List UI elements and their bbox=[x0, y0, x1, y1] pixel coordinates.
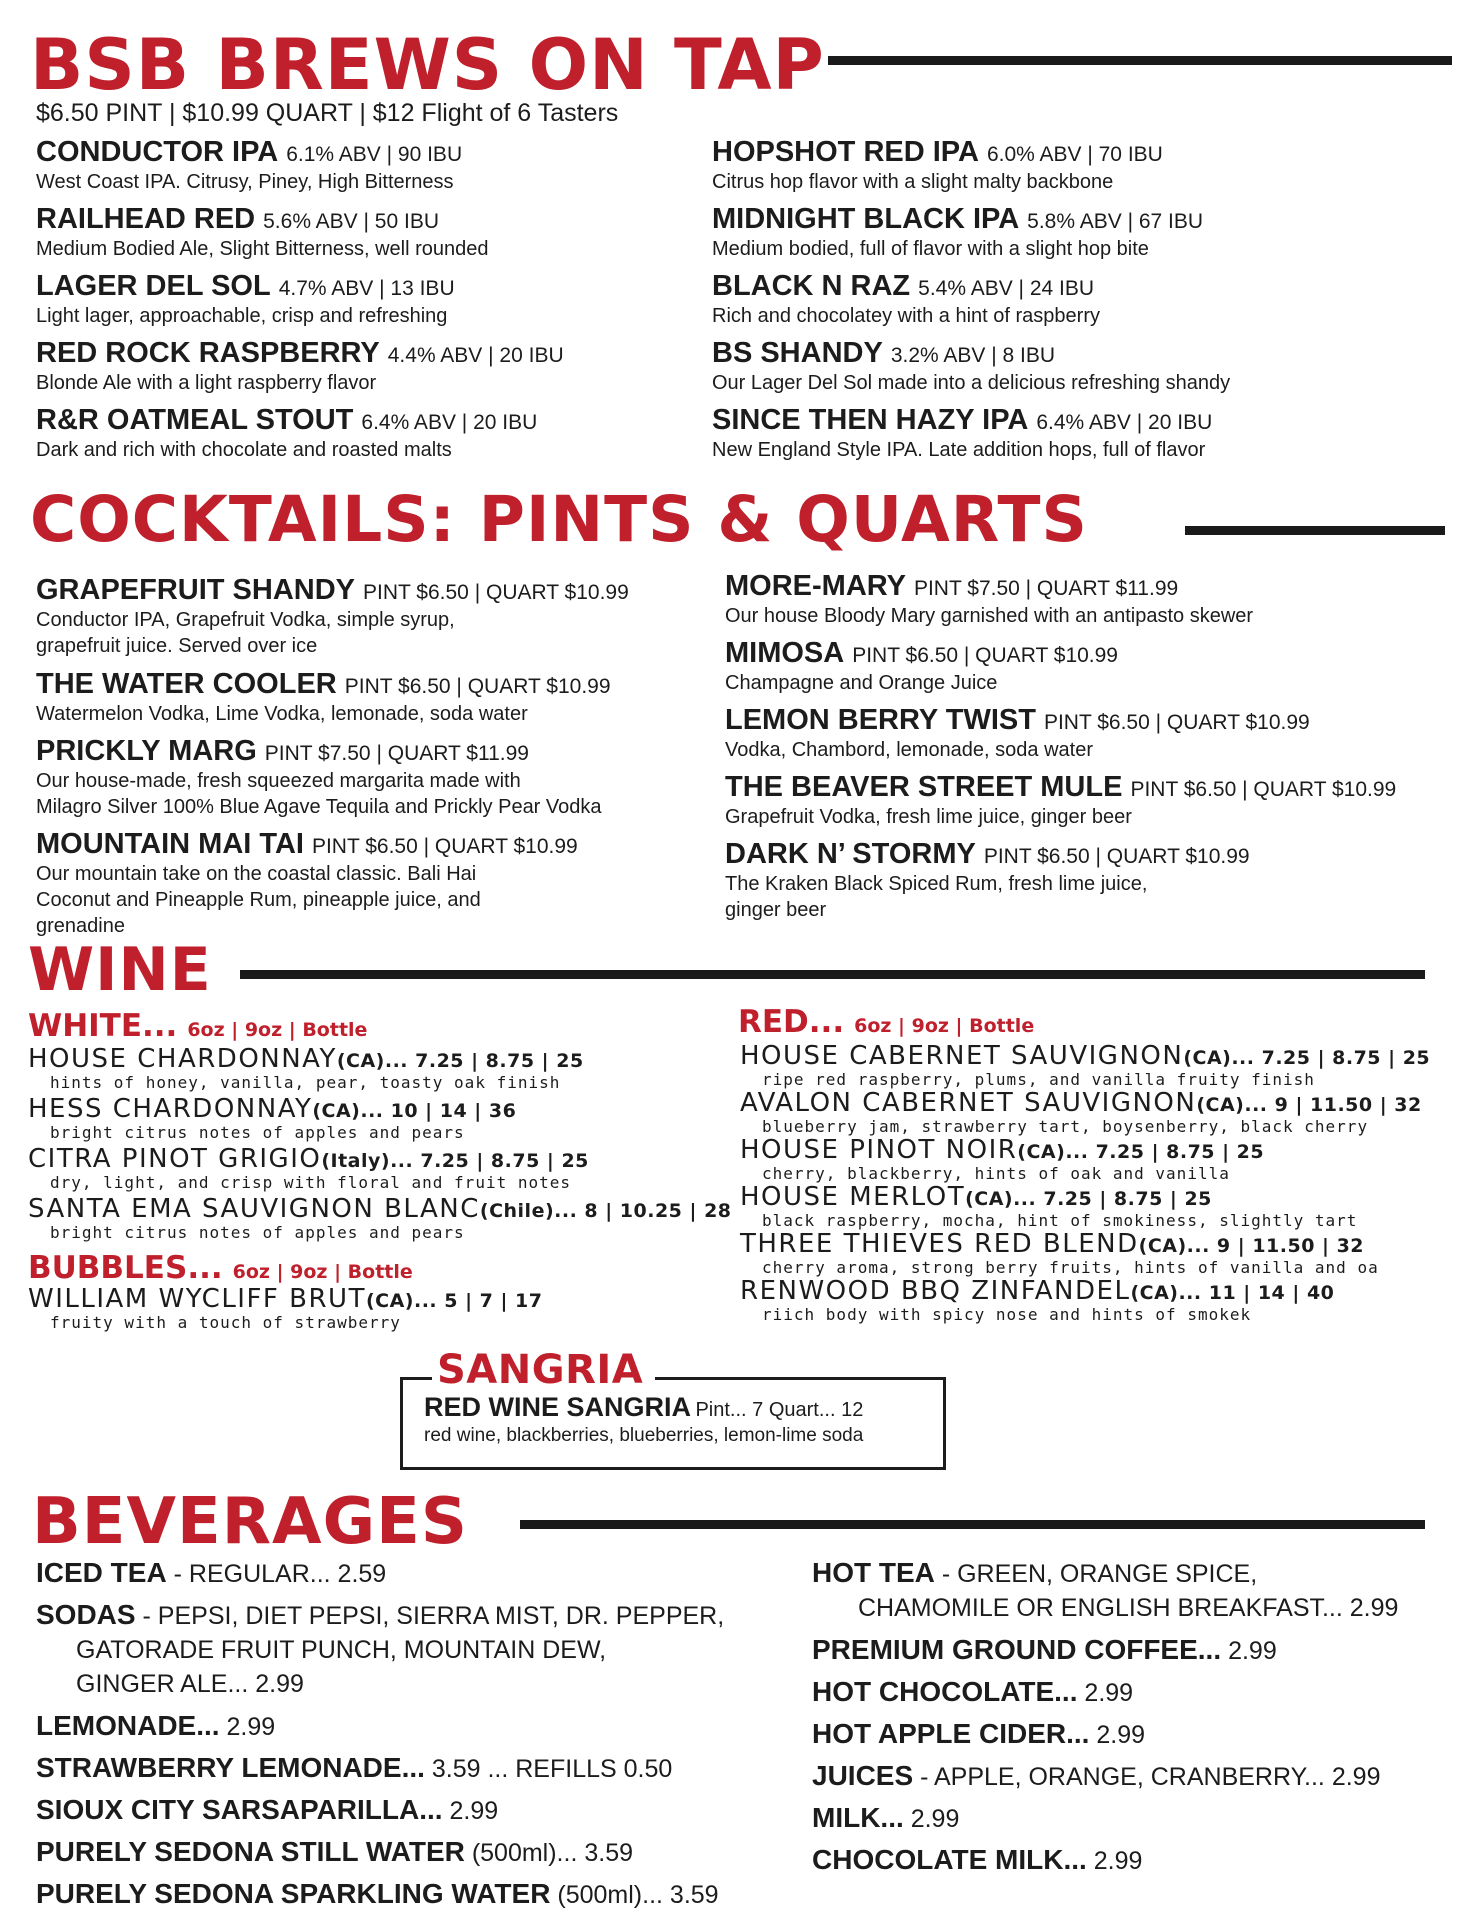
beverage-detail: - APPLE, ORANGE, CRANBERRY... bbox=[913, 1763, 1325, 1791]
wine-price: ... 7.25 | 8.75 | 25 bbox=[1231, 1047, 1431, 1069]
wine-item bbox=[740, 1277, 1430, 1324]
brew-name: HOPSHOT RED IPA bbox=[712, 136, 979, 168]
cocktail-name: THE BEAVER STREET MULE bbox=[725, 771, 1123, 803]
brew-name: R&R OATMEAL STOUT bbox=[36, 404, 354, 436]
beverage-name: PURELY SEDONA STILL WATER bbox=[36, 1836, 465, 1867]
wine-name: HESS CHARDONNAY bbox=[28, 1094, 313, 1124]
bubbles-heading bbox=[28, 1250, 413, 1286]
beverage-name: JUICES bbox=[812, 1760, 914, 1791]
red-wine-list bbox=[740, 1042, 1430, 1324]
wine-desc: ripe red raspberry, plums, and vanilla fruity finish bbox=[762, 1070, 1315, 1089]
cocktail-desc: Milagro Silver 100% Blue Agave Tequila and Prickly Pear Vodka bbox=[36, 796, 602, 818]
wine-price: ... 11 | 14 | 40 bbox=[1178, 1282, 1335, 1304]
beverages-rule bbox=[520, 1520, 1425, 1529]
bubbles-list bbox=[28, 1285, 542, 1331]
wine-desc: cherry aroma, strong berry fruits, hints of vanilla and oa bbox=[762, 1258, 1379, 1277]
cocktail-price: PINT $7.50 | QUART $11.99 bbox=[913, 577, 1179, 600]
cocktail-price: PINT $6.50 | QUART $10.99 bbox=[363, 581, 629, 604]
beverage-price: 2.99 bbox=[219, 1713, 276, 1741]
beverage-name: LEMONADE... bbox=[36, 1710, 220, 1741]
brew-desc: Rich and chocolatey with a hint of raspberry bbox=[712, 305, 1100, 327]
beverage-item bbox=[36, 1556, 386, 1591]
wine-item bbox=[740, 1230, 1430, 1277]
cocktail-name: PRICKLY MARG bbox=[36, 735, 257, 767]
brew-stats: 5.6% ABV | 50 IBU bbox=[263, 210, 440, 233]
sangria-item bbox=[424, 1392, 863, 1447]
brew-stats: 3.2% ABV | 8 IBU bbox=[890, 344, 1056, 367]
brew-desc: Medium Bodied Ale, Slight Bitterness, well rounded bbox=[36, 238, 489, 260]
cocktail-desc: Coconut and Pineapple Rum, pineapple juice, and bbox=[36, 889, 481, 911]
beverage-detail: - REGULAR... bbox=[166, 1560, 331, 1588]
beverage-name: SIOUX CITY SARSAPARILLA... bbox=[36, 1794, 443, 1825]
wine-item bbox=[28, 1045, 732, 1095]
beverage-item bbox=[812, 1633, 1277, 1668]
white-label: WHITE... bbox=[28, 1008, 178, 1044]
wine-price: ... 7.25 | 8.75 | 25 bbox=[384, 1050, 584, 1072]
white-sizes: 6oz | 9oz | Bottle bbox=[187, 1019, 368, 1041]
wine-origin: (CA) bbox=[365, 1290, 414, 1312]
cocktail-item bbox=[725, 637, 1118, 696]
cocktail-desc: Watermelon Vodka, Lime Vodka, lemonade, soda water bbox=[36, 703, 528, 725]
cocktail-price: PINT $6.50 | QUART $10.99 bbox=[1043, 711, 1310, 734]
brew-stats: 6.1% ABV | 90 IBU bbox=[286, 143, 463, 166]
cocktail-name: MOUNTAIN MAI TAI bbox=[36, 828, 304, 860]
wine-price: ... 8 | 10.25 | 28 bbox=[554, 1200, 732, 1222]
sangria-price: Pint... 7 Quart... 12 bbox=[695, 1399, 864, 1421]
beverage-price: 2.59 bbox=[330, 1560, 387, 1588]
wine-origin: (CA) bbox=[1138, 1235, 1187, 1257]
beverage-item bbox=[36, 1835, 633, 1870]
beverages-title: BEVERAGES bbox=[32, 1485, 468, 1559]
brew-desc: West Coast IPA. Citrusy, Piney, High Bitterness bbox=[36, 171, 454, 193]
brew-name: LAGER DEL SOL bbox=[36, 270, 271, 302]
beverage-name: MILK... bbox=[812, 1802, 904, 1833]
cocktail-price: PINT $6.50 | QUART $10.99 bbox=[983, 845, 1250, 868]
wine-price: ... 7.25 | 8.75 | 25 bbox=[390, 1150, 589, 1172]
beverage-item bbox=[812, 1759, 1380, 1794]
cocktail-price: PINT $6.50 | QUART $10.99 bbox=[311, 835, 578, 858]
beverage-item bbox=[36, 1751, 672, 1786]
wine-desc: riich body with spicy nose and hints of smokek bbox=[762, 1305, 1252, 1324]
beverage-price: 3.59 ... REFILLS 0.50 bbox=[424, 1755, 673, 1783]
beverage-name: SODAS bbox=[36, 1599, 136, 1630]
cocktail-item bbox=[725, 704, 1310, 763]
brew-item bbox=[712, 337, 1230, 396]
beverage-item bbox=[812, 1556, 1398, 1625]
beverage-name: PURELY SEDONA SPARKLING WATER bbox=[36, 1878, 551, 1909]
cocktail-name: DARK N’ STORMY bbox=[725, 838, 976, 870]
beverage-price: 2.99 bbox=[1324, 1763, 1381, 1791]
red-wine-heading bbox=[738, 1004, 1034, 1040]
beverage-detail: (500ml)... bbox=[464, 1839, 578, 1867]
cocktail-price: PINT $6.50 | QUART $10.99 bbox=[344, 675, 611, 698]
red-label: RED... bbox=[738, 1004, 845, 1040]
beverage-detail-cont: CHAMOMILE OR ENGLISH BREAKFAST... 2.99 bbox=[858, 1594, 1399, 1622]
beverage-name: ICED TEA bbox=[36, 1557, 167, 1588]
brew-stats: 6.0% ABV | 70 IBU bbox=[986, 143, 1163, 166]
cocktail-name: MORE-MARY bbox=[725, 570, 906, 602]
wine-origin: (CA) bbox=[336, 1050, 385, 1072]
wine-desc: cherry, blackberry, hints of oak and vanilla bbox=[762, 1164, 1230, 1183]
cocktail-item bbox=[725, 771, 1396, 830]
brew-name: CONDUCTOR IPA bbox=[36, 136, 279, 168]
beverage-price: 2.99 bbox=[903, 1805, 960, 1833]
wine-item bbox=[28, 1095, 732, 1145]
wine-price: ... 10 | 14 | 36 bbox=[360, 1100, 517, 1122]
wine-price: ... 7.25 | 8.75 | 25 bbox=[1013, 1188, 1212, 1210]
brews-title: BSB BREWS ON TAP bbox=[30, 24, 825, 106]
beverage-detail: - GREEN, ORANGE SPICE, bbox=[934, 1560, 1258, 1588]
wine-origin: (CA) bbox=[312, 1100, 361, 1122]
bubbles-label: BUBBLES... bbox=[28, 1250, 223, 1286]
brew-name: RAILHEAD RED bbox=[36, 203, 256, 235]
brew-desc: Blonde Ale with a light raspberry flavor bbox=[36, 372, 377, 394]
brew-desc: New England Style IPA. Late addition hops, full of flavor bbox=[712, 439, 1206, 461]
cocktail-name: THE WATER COOLER bbox=[36, 668, 337, 700]
wine-origin: (CA) bbox=[1130, 1282, 1179, 1304]
wine-name: HOUSE CABERNET SAUVIGNON bbox=[740, 1041, 1184, 1071]
sangria-desc: red wine, blackberries, blueberries, lemon-lime soda bbox=[424, 1425, 864, 1446]
brew-desc: Light lager, approachable, crisp and refreshing bbox=[36, 305, 448, 327]
brew-desc: Medium bodied, full of flavor with a slight hop bite bbox=[712, 238, 1149, 260]
beverage-item bbox=[812, 1801, 959, 1836]
beverage-item bbox=[812, 1717, 1145, 1752]
wine-origin: (CA) bbox=[1017, 1141, 1066, 1163]
sangria-top-rule-right bbox=[655, 1377, 943, 1380]
white-wine-list bbox=[28, 1045, 732, 1245]
brew-item bbox=[712, 404, 1212, 463]
wine-origin: (CA) bbox=[965, 1188, 1014, 1210]
wine-origin: (CA) bbox=[1196, 1094, 1245, 1116]
wine-item bbox=[740, 1042, 1430, 1089]
beverage-item bbox=[36, 1877, 719, 1912]
brew-name: RED ROCK RASPBERRY bbox=[36, 337, 380, 369]
cocktail-desc: Our house Bloody Mary garnished with an antipasto skewer bbox=[725, 605, 1254, 627]
beverage-name: HOT CHOCOLATE... bbox=[812, 1676, 1078, 1707]
beverage-detail-cont: GINGER ALE... 2.99 bbox=[76, 1670, 304, 1698]
brew-stats: 5.8% ABV | 67 IBU bbox=[1027, 210, 1204, 233]
wine-name: CITRA PINOT GRIGIO bbox=[28, 1144, 322, 1174]
wine-item bbox=[28, 1285, 542, 1331]
beverage-detail: - PEPSI, DIET PEPSI, SIERRA MIST, DR. PEPPER, bbox=[135, 1602, 725, 1630]
brew-desc: Citrus hop flavor with a slight malty backbone bbox=[712, 171, 1114, 193]
beverage-price: 2.99 bbox=[1221, 1637, 1277, 1665]
wine-title: WINE bbox=[28, 935, 212, 1005]
cocktail-desc: Champagne and Orange Juice bbox=[725, 672, 998, 694]
wine-price: ... 9 | 11.50 | 32 bbox=[1244, 1094, 1422, 1116]
cocktails-title: COCKTAILS: PINTS & QUARTS bbox=[30, 483, 1088, 556]
wine-name: HOUSE MERLOT bbox=[740, 1182, 966, 1212]
brew-name: SINCE THEN HAZY IPA bbox=[712, 404, 1029, 436]
wine-name: HOUSE PINOT NOIR bbox=[740, 1135, 1018, 1165]
wine-item bbox=[740, 1089, 1430, 1136]
wine-name: RENWOOD BBQ ZINFANDEL bbox=[740, 1276, 1131, 1306]
brew-stats: 5.4% ABV | 24 IBU bbox=[918, 277, 1095, 300]
cocktail-item bbox=[36, 668, 611, 727]
cocktail-item bbox=[36, 735, 602, 820]
brew-item bbox=[36, 337, 564, 396]
cocktail-item bbox=[36, 828, 578, 939]
cocktail-price: PINT $6.50 | QUART $10.99 bbox=[1130, 778, 1397, 801]
wine-origin: (CA) bbox=[1183, 1047, 1232, 1069]
wine-desc: hints of honey, vanilla, pear, toasty oak finish bbox=[50, 1073, 561, 1092]
brew-name: BLACK N RAZ bbox=[712, 270, 911, 302]
wine-desc: blueberry jam, strawberry tart, boysenberry, black cherry bbox=[762, 1117, 1369, 1136]
cocktail-desc: The Kraken Black Spiced Rum, fresh lime juice, bbox=[725, 873, 1148, 895]
wine-price: ... 5 | 7 | 17 bbox=[413, 1290, 543, 1312]
wine-item bbox=[28, 1145, 732, 1195]
cocktail-item bbox=[36, 574, 629, 659]
beverage-price: 2.99 bbox=[442, 1797, 499, 1825]
wine-item bbox=[740, 1183, 1430, 1230]
cocktail-name: GRAPEFRUIT SHANDY bbox=[36, 574, 356, 606]
sangria-title: SANGRIA bbox=[437, 1347, 644, 1393]
brew-item bbox=[36, 203, 488, 262]
wine-desc: bright citrus notes of apples and pears bbox=[50, 1223, 465, 1242]
cocktail-desc: ginger beer bbox=[725, 899, 827, 921]
sangria-name: RED WINE SANGRIA bbox=[424, 1392, 692, 1422]
cocktail-desc: Our house-made, fresh squeezed margarita made with bbox=[36, 770, 521, 792]
wine-rule bbox=[240, 970, 1425, 979]
wine-name: SANTA EMA SAUVIGNON BLANC bbox=[28, 1194, 480, 1224]
cocktail-desc: Our mountain take on the coastal classic. Bali Hai bbox=[36, 863, 477, 885]
wine-name: AVALON CABERNET SAUVIGNON bbox=[740, 1088, 1197, 1118]
wine-desc: dry, light, and crisp with floral and fruit notes bbox=[50, 1173, 572, 1192]
cocktail-desc: Vodka, Chambord, lemonade, soda water bbox=[725, 739, 1093, 761]
wine-name: THREE THIEVES RED BLEND bbox=[740, 1229, 1139, 1259]
beverage-item bbox=[36, 1793, 498, 1828]
white-wine-heading bbox=[28, 1008, 367, 1044]
beverage-price: 2.99 bbox=[1086, 1847, 1143, 1875]
beverage-name: PREMIUM GROUND COFFEE... bbox=[812, 1634, 1222, 1665]
brew-desc: Our Lager Del Sol made into a delicious refreshing shandy bbox=[712, 372, 1231, 394]
beverage-detail-cont: GATORADE FRUIT PUNCH, MOUNTAIN DEW, bbox=[76, 1636, 607, 1664]
brew-item bbox=[36, 136, 462, 195]
brew-item bbox=[712, 136, 1163, 195]
wine-name: WILLIAM WYCLIFF BRUT bbox=[28, 1284, 366, 1314]
wine-origin: (Chile) bbox=[479, 1200, 555, 1222]
wine-name: HOUSE CHARDONNAY bbox=[28, 1044, 337, 1074]
cocktail-price: PINT $6.50 | QUART $10.99 bbox=[852, 644, 1118, 667]
beverage-detail: (500ml)... bbox=[550, 1881, 663, 1909]
beverage-price: 3.59 bbox=[577, 1839, 634, 1867]
wine-item bbox=[740, 1136, 1430, 1183]
cocktail-desc: grenadine bbox=[36, 915, 125, 937]
cocktail-desc: Conductor IPA, Grapefruit Vodka, simple syrup, bbox=[36, 609, 455, 631]
beverage-item bbox=[812, 1675, 1133, 1710]
bubbles-sizes: 6oz | 9oz | Bottle bbox=[232, 1261, 413, 1283]
wine-price: ... 9 | 11.50 | 32 bbox=[1186, 1235, 1365, 1257]
cocktail-desc: grapefruit juice. Served over ice bbox=[36, 635, 318, 657]
brew-item bbox=[712, 270, 1100, 329]
beverage-name: HOT APPLE CIDER... bbox=[812, 1718, 1090, 1749]
beverage-name: HOT TEA bbox=[812, 1557, 935, 1588]
wine-desc: fruity with a touch of strawberry bbox=[50, 1313, 401, 1332]
brew-name: BS SHANDY bbox=[712, 337, 883, 369]
cocktails-rule bbox=[1185, 526, 1445, 535]
brews-prices: $6.50 PINT | $10.99 QUART | $12 Flight of 6 Tasters bbox=[36, 99, 619, 127]
beverage-name: STRAWBERRY LEMONADE... bbox=[36, 1752, 425, 1783]
brew-name: MIDNIGHT BLACK IPA bbox=[712, 203, 1020, 235]
beverage-price: 3.59 bbox=[662, 1881, 719, 1909]
brew-item bbox=[36, 404, 537, 463]
brews-rule bbox=[828, 56, 1452, 65]
wine-item bbox=[28, 1195, 732, 1245]
sangria-top-rule-left bbox=[400, 1377, 432, 1380]
beverage-item bbox=[36, 1709, 275, 1744]
wine-desc: bright citrus notes of apples and pears bbox=[50, 1123, 465, 1142]
brew-stats: 6.4% ABV | 20 IBU bbox=[361, 411, 538, 434]
cocktail-name: MIMOSA bbox=[725, 637, 845, 669]
wine-price: ... 7.25 | 8.75 | 25 bbox=[1065, 1141, 1265, 1163]
red-sizes: 6oz | 9oz | Bottle bbox=[854, 1015, 1035, 1037]
wine-desc: black raspberry, mocha, hint of smokiness, slightly tart bbox=[762, 1211, 1358, 1230]
brew-stats: 4.4% ABV | 20 IBU bbox=[387, 344, 564, 367]
brew-item bbox=[712, 203, 1203, 262]
brew-desc: Dark and rich with chocolate and roasted malts bbox=[36, 439, 452, 461]
cocktail-desc: Grapefruit Vodka, fresh lime juice, ginger beer bbox=[725, 806, 1132, 828]
wine-origin: (Italy) bbox=[321, 1150, 391, 1172]
cocktail-name: LEMON BERRY TWIST bbox=[725, 704, 1036, 736]
brew-item bbox=[36, 270, 455, 329]
brew-stats: 4.7% ABV | 13 IBU bbox=[278, 277, 455, 300]
cocktail-item bbox=[725, 570, 1253, 629]
beverage-price: 2.99 bbox=[1077, 1679, 1134, 1707]
beverage-name: CHOCOLATE MILK... bbox=[812, 1844, 1087, 1875]
cocktail-price: PINT $7.50 | QUART $11.99 bbox=[264, 742, 529, 765]
beverage-item bbox=[812, 1843, 1142, 1878]
cocktail-item bbox=[725, 838, 1250, 923]
beverage-item bbox=[36, 1598, 724, 1701]
brew-stats: 6.4% ABV | 20 IBU bbox=[1036, 411, 1213, 434]
beverage-price: 2.99 bbox=[1089, 1721, 1146, 1749]
